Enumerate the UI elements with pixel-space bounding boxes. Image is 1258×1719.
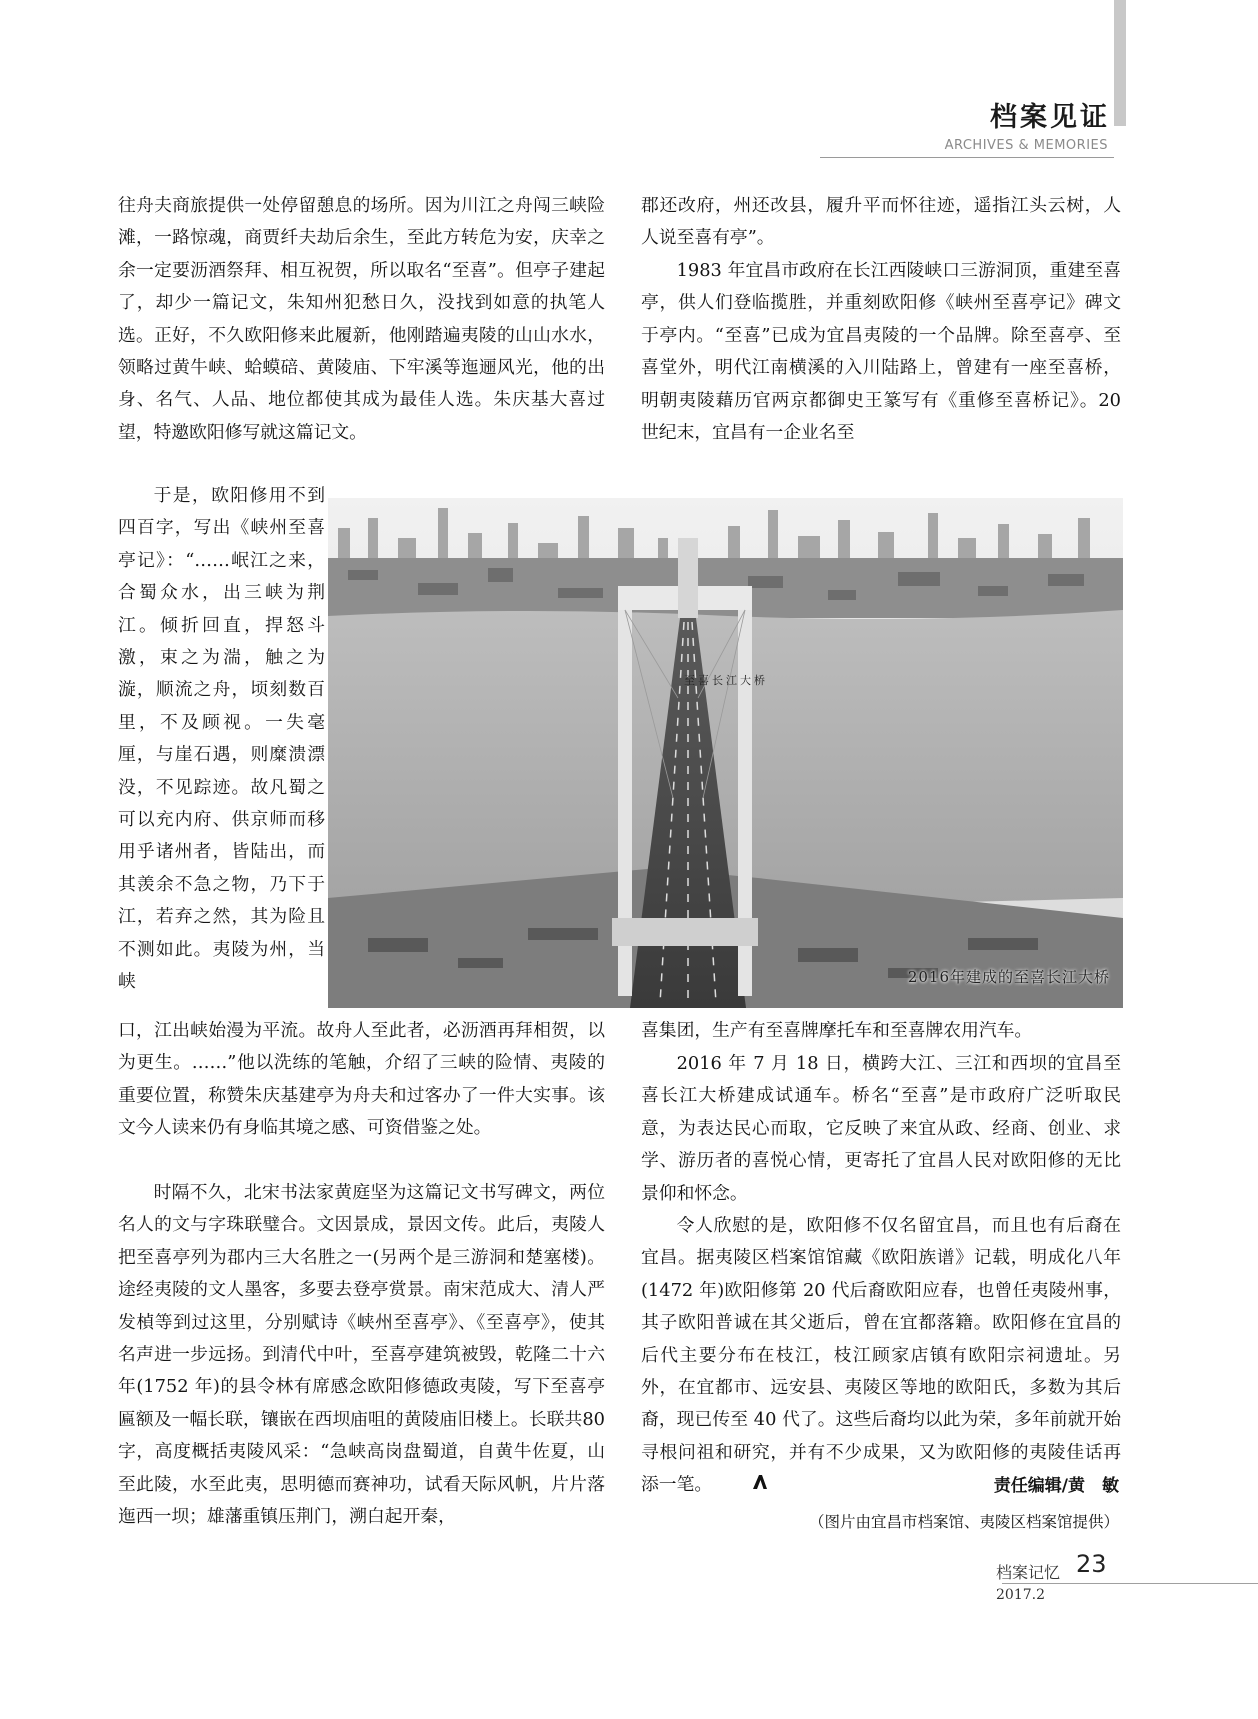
right-paragraph-3: 2016 年 7 月 18 日，横跨大江、三江和西坝的宜昌至喜长江大桥建成试通车。桥名“至喜”是市政府广泛听取民意，为表达民心而取，它反映了来宜从政、经商、创业、求学、游历者的喜悦心情，更寄托了宜昌人民对欧阳修的无比景仰和怀念。 <box>641 1053 1121 1204</box>
header-accent-bar <box>1114 0 1126 126</box>
bridge-photo <box>328 498 1123 1008</box>
footer-page-number: 23 <box>1076 1550 1107 1578</box>
bridge-photo-illustration <box>328 498 1123 1008</box>
footer-divider <box>1002 1583 1258 1584</box>
right-paragraph-4-text: 令人欣慰的是，欧阳修不仅名留宜昌，而且也有后裔在宜昌。据夷陵区档案馆馆藏《欧阳族谱》记载，明成化八年(1472 年)欧阳修第 20 代后裔欧阳应春，也曾任夷陵州事，其子欧阳普诚在其父逝后，曾在宜都落籍。欧阳修在宜昌的后代主要分布在枝江，枝江顾家店镇有欧阳宗祠遗址。另外，在宜都市、远安县、夷陵区等地的欧阳氏，多数为其后裔，现已传至 40 代了。这些后裔均以此为荣，多年前就开始寻根问祖和研究，并有不少成果，又为欧阳修的夷陵佳话再添一笔。 <box>641 1215 1121 1496</box>
section-subtitle: ARCHIVES & MEMORIES <box>944 138 1108 153</box>
section-title: 档案见证 <box>990 102 1110 133</box>
right-paragraph-1: 郡还改府，州还改县，履升平而怀往迹，遥指江头云树，人人说至喜有亭”。 <box>641 195 1121 249</box>
photo-caption: 2016年建成的至喜长江大桥 <box>907 968 1110 986</box>
responsible-editor: 责任编辑/黄 敏 <box>993 1476 1119 1496</box>
left-paragraph-1: 往舟夫商旅提供一处停留憩息的场所。因为川江之舟闯三峡险滩，一路惊魂，商贾纤夫劫后余生，至此方转危为安，庆幸之余一定要沥酒祭拜、相互祝贺，所以取名“至喜”。但亭子建起了，却少一篇记文，朱知州犯愁日久，没找到如意的执笔人选。正好，不久欧阳修来此履新，他刚踏遍夷陵的山山水水，领略过黄牛峡、蛤蟆碚、黄陵庙、下牢溪等迤逦风光，他的出身、名气、人品、地位都使其成为最佳人选。朱庆基大喜过望，特邀欧阳修写就这篇记文。 <box>118 195 605 443</box>
right-paragraph-4 <box>641 1210 1121 1502</box>
bridge-name-sign: 至喜长江大桥 <box>684 674 768 687</box>
header-divider <box>820 157 1114 158</box>
right-paragraph-2: 1983 年宜昌市政府在长江西陵峡口三游洞顶，重建至喜亭，供人们登临揽胜，并重刻欧阳修《峡州至喜亭记》碑文于亭内。“至喜”已成为宜昌夷陵的一个品牌。除至喜亭、至喜堂外，明代江南横溪的入川陆路上，曾建有一座至喜桥，明朝夷陵藉历官两京都御史王篆写有《重修至喜桥记》。20 世纪末，宜昌有一企业名至 <box>641 260 1121 444</box>
left-paragraph-2-continued: 口，江出峡始漫为平流。故舟人至此者，必沥酒再拜相贺，以为更生。……”他以洗练的笔触，介绍了三峡的险情、夷陵的重要位置，称赞朱庆基建亭为舟夫和过客办了一件大实事。该文今人读来仍有身临其境之感、可资借鉴之处。 <box>118 1020 605 1139</box>
left-paragraph-3: 时隔不久，北宋书法家黄庭坚为这篇记文书写碑文，两位名人的文与字珠联璧合。文因景成，景因文传。此后，夷陵人把至喜亭列为郡内三大名胜之一(另两个是三游洞和楚塞楼)。途经夷陵的文人墨客，多要去登亭赏景。南宋范成大、清人严发楨等到过这里，分别赋诗《峡州至喜亭》、《至喜亭》，使其名声进一步远扬。到清代中叶，至喜亭建筑被毁，乾隆二十六年(1752 年)的县令林有席感念欧阳修德政夷陵，写下至喜亭匾额及一幅长联，镶嵌在西坝庙咀的黄陵庙旧楼上。长联共80 字，高度概括夷陵风采：“急峡高岗盘蜀道，自黄牛佐夏，山至此陵，水至此夷，思明德而赛神功，试看天际风帆，片片落迤西一坝；雄藩重镇压荆门，溯白起开秦， <box>118 1182 605 1528</box>
left-paragraph-2-narrow: 于是，欧阳修用不到四百字，写出《峡州至喜亭记》：“……岷江之来，合蜀众水，出三峡为荆江。倾折回直，捍怒斗激，束之为湍，触之为漩，顺流之舟，顷刻数百里，不及顾视。一失毫厘，与崖石遇，则糜溃漂没，不见踪迹。故凡蜀之可以充内府、供京师而移用乎诸州者，皆陆出，而其羡余不急之物，乃下于江，若弃之然，其为险且不测如此。夷陵为州，当峡 <box>118 485 325 993</box>
right-paragraph-2-continued: 喜集团，生产有至喜牌摩托车和至喜牌农用汽车。 <box>641 1020 1033 1041</box>
photo-credit: （图片由宜昌市档案馆、夷陵区档案馆提供） <box>808 1513 1119 1531</box>
footer-issue: 2017.2 <box>996 1587 1045 1603</box>
footer-magazine-name: 档案记忆 <box>996 1563 1061 1582</box>
